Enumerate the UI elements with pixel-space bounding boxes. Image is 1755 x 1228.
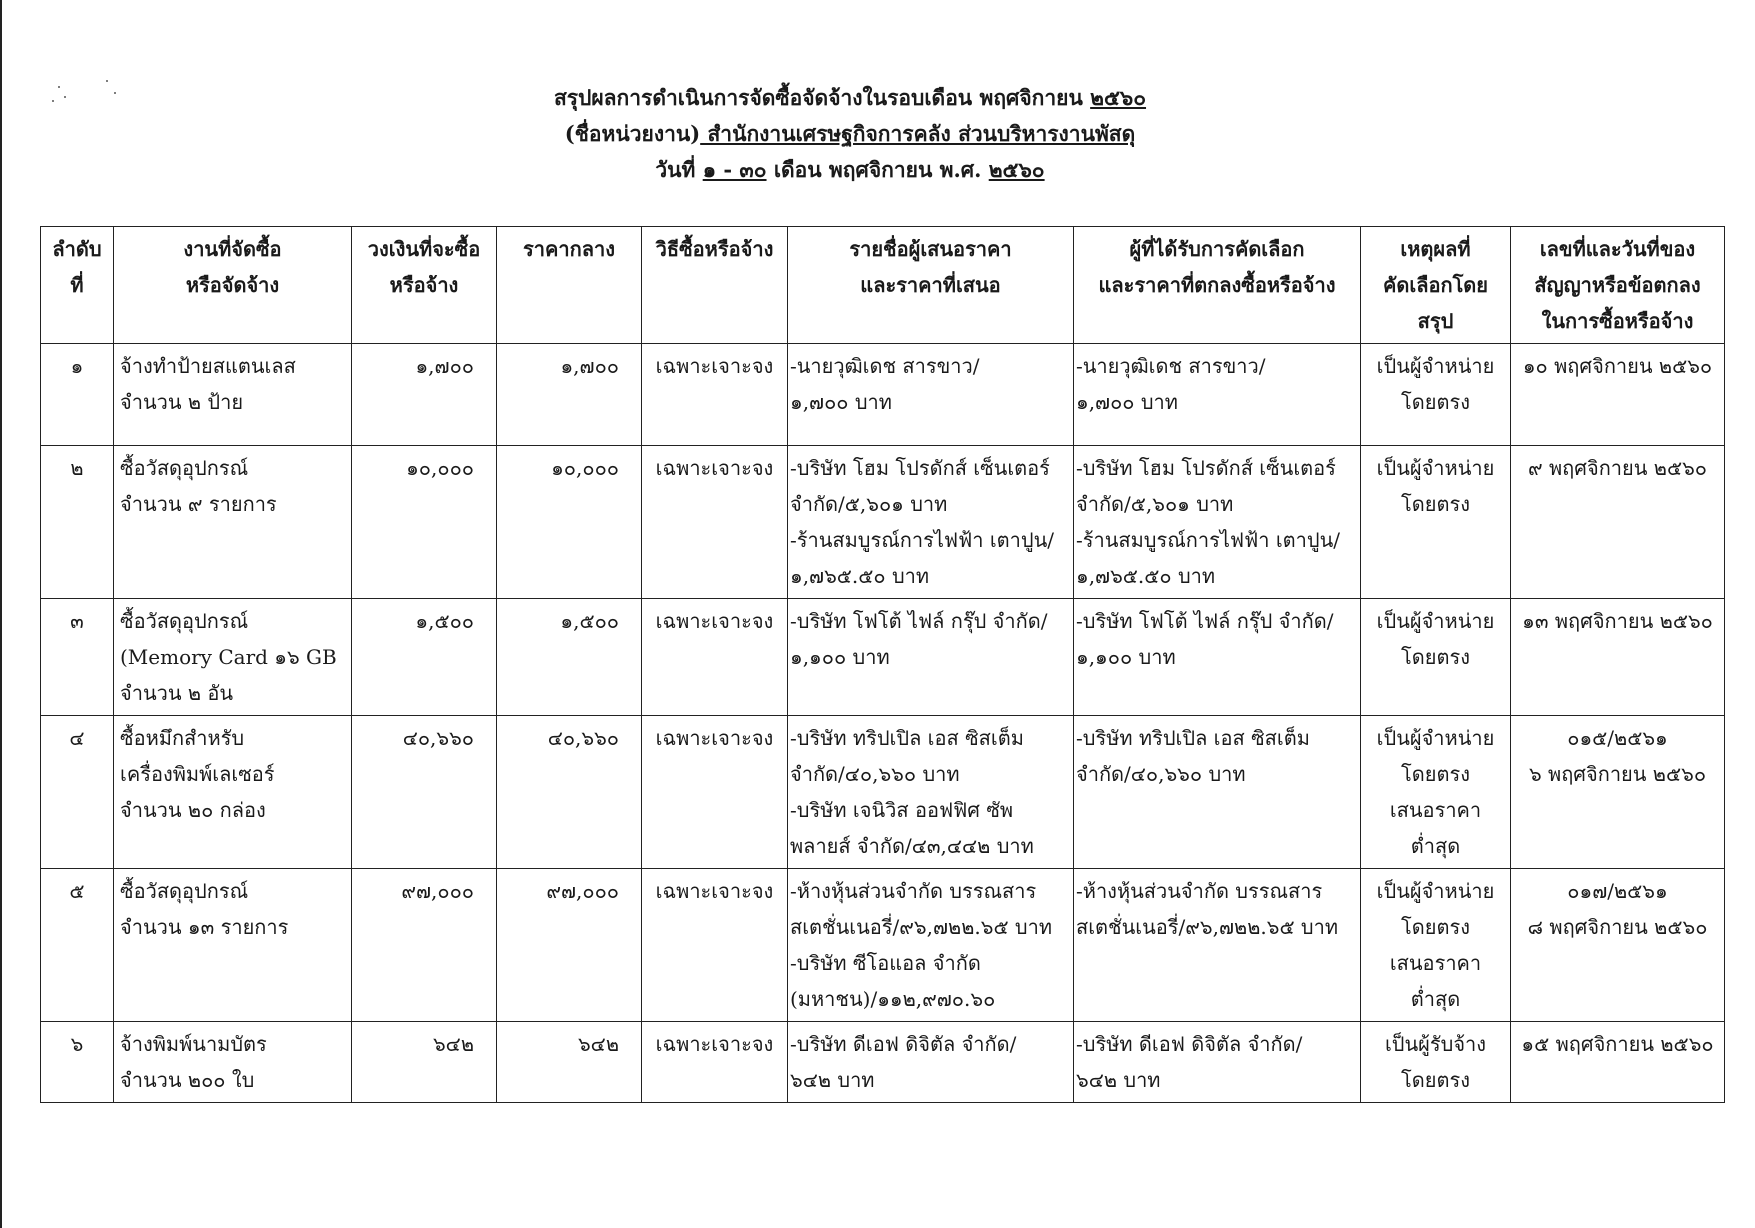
header-method	[642, 227, 788, 344]
cell-item	[114, 344, 352, 446]
header-median-price	[497, 227, 642, 344]
cell-no: ๔	[41, 716, 114, 869]
cell-winner-line: -นายวุฒิเดช สารขาว/	[1076, 354, 1266, 378]
cell-item	[114, 869, 352, 1022]
header-contract	[1511, 227, 1725, 344]
cell-item-line: (Memory Card ๑๖ GB	[120, 645, 337, 669]
cell-reason-line: เสนอราคา	[1389, 951, 1482, 975]
cell-bidders	[788, 599, 1074, 716]
header-winner	[1074, 227, 1361, 344]
header-item-line: งานที่จัดซื้อ	[183, 237, 282, 261]
cell-bidders-line: -บริษัท โฟโต้ ไฟล์ กรุ๊ป จำกัด/	[790, 609, 1048, 633]
title-line-3-days: ๑ - ๓๐	[702, 157, 767, 182]
header-budget	[352, 227, 497, 344]
procurement-table	[40, 226, 1725, 1103]
cell-item-line: จ้างทำป้ายสแตนเลส	[120, 354, 296, 378]
cell-bidders-line: ๑,๗๐๐ บาท	[790, 390, 892, 414]
cell-reason	[1361, 869, 1511, 1022]
cell-item-line: จำนวน ๒ อัน	[120, 681, 234, 705]
cell-reason-line: เป็นผู้จำหน่าย	[1376, 609, 1495, 633]
cell-budget: ๑๐,๐๐๐	[352, 446, 497, 599]
cell-median-price: ๑๐,๐๐๐	[497, 446, 642, 599]
cell-budget: ๔๐,๖๖๐	[352, 716, 497, 869]
cell-contract-line: ๐๑๗/๒๕๖๑	[1567, 879, 1668, 903]
cell-winner-line: จำกัด/๕,๖๐๑ บาท	[1076, 492, 1234, 516]
cell-median-price: ๑,๗๐๐	[497, 344, 642, 446]
cell-contract	[1511, 869, 1725, 1022]
cell-contract-line: ๑๐ พฤศจิกายน ๒๕๖๐	[1522, 354, 1713, 378]
header-no	[41, 227, 114, 344]
cell-reason-line: โดยตรง	[1401, 390, 1470, 414]
cell-reason-line: ต่ำสุด	[1410, 834, 1461, 858]
cell-contract-line: ๐๑๕/๒๕๖๑	[1567, 726, 1668, 750]
cell-bidders-line: -บริษัท เจนิวิส ออฟฟิศ ซัพ	[790, 798, 1014, 822]
cell-bidders-line: พลายส์ จำกัด/๔๓,๔๔๒ บาท	[790, 834, 1034, 858]
speck	[52, 100, 54, 102]
cell-method: เฉพาะเจาะจง	[642, 446, 788, 599]
header-budget-line: หรือจ้าง	[389, 273, 459, 297]
header-method-line: วิธีซื้อหรือจ้าง	[655, 237, 774, 261]
cell-no: ๖	[41, 1022, 114, 1103]
cell-winner-line: สเตชั่นเนอรี่/๙๖,๗๒๒.๖๕ บาท	[1076, 915, 1339, 939]
cell-bidders	[788, 446, 1074, 599]
header-no-line: ลำดับ	[52, 237, 102, 261]
cell-winner-line: ๖๔๒ บาท	[1076, 1068, 1161, 1092]
cell-bidders-line: -นายวุฒิเดช สารขาว/	[790, 354, 980, 378]
scan-edge	[0, 0, 2, 1228]
cell-winner-line: ๑,๗๖๕.๕๐ บาท	[1076, 564, 1216, 588]
cell-reason	[1361, 599, 1511, 716]
title-line-2-prefix: (ชื่อหน่วยงาน)	[564, 121, 701, 146]
cell-bidders-line: -บริษัท ซีโอแอล จำกัด	[790, 951, 981, 975]
cell-reason-line: เป็นผู้รับจ้าง	[1384, 1032, 1487, 1056]
cell-budget: ๑,๗๐๐	[352, 344, 497, 446]
cell-contract-line: ๘ พฤศจิกายน ๒๕๖๐	[1527, 915, 1708, 939]
cell-reason	[1361, 344, 1511, 446]
cell-item-line: จำนวน ๒ ป้าย	[120, 390, 244, 414]
cell-reason-line: ต่ำสุด	[1410, 987, 1461, 1011]
table-row	[41, 344, 1725, 446]
cell-bidders-line: จำกัด/๔๐,๖๖๐ บาท	[790, 762, 960, 786]
header-contract-line: เลขที่และวันที่ของ	[1539, 237, 1696, 261]
cell-no: ๑	[41, 344, 114, 446]
cell-winner-line: ๑,๑๐๐ บาท	[1076, 645, 1176, 669]
cell-contract	[1511, 1022, 1725, 1103]
cell-reason-line: เป็นผู้จำหน่าย	[1376, 456, 1495, 480]
cell-bidders-line: -ร้านสมบูรณ์การไฟฟ้า เตาปูน/	[790, 528, 1054, 552]
title-line-3	[400, 152, 1300, 188]
table-row	[41, 599, 1725, 716]
header-reason-line: เหตุผลที่	[1400, 237, 1471, 261]
cell-method: เฉพาะเจาะจง	[642, 1022, 788, 1103]
document-title	[400, 80, 1300, 188]
title-line-1-year: ๒๕๖๐	[1090, 85, 1147, 110]
cell-winner-line: -บริษัท โฮม โปรดักส์ เซ็นเตอร์	[1076, 456, 1336, 480]
cell-item-line: จำนวน ๑๓ รายการ	[120, 915, 289, 939]
title-line-1-text: สรุปผลการดำเนินการจัดซื้อจัดจ้างในรอบเดือน พฤศจิกายน	[553, 85, 1091, 110]
cell-bidders-line: ๖๔๒ บาท	[790, 1068, 875, 1092]
cell-method: เฉพาะเจาะจง	[642, 716, 788, 869]
title-line-2-agency: สำนักงานเศรษฐกิจการคลัง ส่วนบริหารงานพัสดุ	[700, 121, 1136, 146]
header-reason	[1361, 227, 1511, 344]
cell-reason-line: เป็นผู้จำหน่าย	[1376, 879, 1495, 903]
cell-contract-line: ๑๕ พฤศจิกายน ๒๕๖๐	[1521, 1032, 1714, 1056]
cell-reason-line: เป็นผู้จำหน่าย	[1376, 726, 1495, 750]
header-item-line: หรือจัดจ้าง	[185, 273, 280, 297]
cell-no: ๒	[41, 446, 114, 599]
cell-bidders-line: ๑,๗๖๕.๕๐ บาท	[790, 564, 930, 588]
speck	[114, 92, 116, 94]
cell-winner	[1074, 599, 1361, 716]
cell-reason-line: โดยตรง	[1401, 762, 1470, 786]
cell-item-line: จำนวน ๙ รายการ	[120, 492, 277, 516]
cell-winner	[1074, 716, 1361, 869]
cell-item	[114, 716, 352, 869]
table-header-row	[41, 227, 1725, 344]
header-contract-line: ในการซื้อหรือจ้าง	[1541, 309, 1694, 333]
header-median-price-line: ราคากลาง	[523, 237, 615, 261]
cell-reason-line: เสนอราคา	[1389, 798, 1482, 822]
title-line-3-mid: เดือน พฤศจิกายน พ.ศ.	[766, 157, 989, 182]
cell-winner-line: ๑,๗๐๐ บาท	[1076, 390, 1178, 414]
cell-method: เฉพาะเจาะจง	[642, 344, 788, 446]
header-reason-line: คัดเลือกโดย	[1382, 273, 1489, 297]
cell-bidders-line: -บริษัท ทริปเปิล เอส ซิสเต็ม	[790, 726, 1024, 750]
cell-median-price: ๙๗,๐๐๐	[497, 869, 642, 1022]
cell-item	[114, 446, 352, 599]
header-budget-line: วงเงินที่จะซื้อ	[367, 237, 481, 261]
cell-bidders-line: -บริษัท ดีเอฟ ดิจิตัล จำกัด/	[790, 1032, 1017, 1056]
header-bidders-line: และราคาที่เสนอ	[860, 273, 1001, 297]
cell-contract	[1511, 446, 1725, 599]
cell-method: เฉพาะเจาะจง	[642, 869, 788, 1022]
header-winner-line: และราคาที่ตกลงซื้อหรือจ้าง	[1098, 273, 1336, 297]
header-reason-line: สรุป	[1417, 309, 1454, 333]
speck	[64, 96, 66, 98]
cell-contract-line: ๖ พฤศจิกายน ๒๕๖๐	[1528, 762, 1707, 786]
cell-item	[114, 599, 352, 716]
cell-winner	[1074, 446, 1361, 599]
cell-item-line: จำนวน ๒๐๐ ใบ	[120, 1068, 255, 1092]
header-winner-line: ผู้ที่ได้รับการคัดเลือก	[1129, 237, 1305, 261]
speck	[58, 86, 60, 88]
cell-item-line: ซื้อวัสดุอุปกรณ์	[120, 879, 249, 903]
scan-specks	[50, 80, 130, 120]
cell-median-price: ๔๐,๖๖๐	[497, 716, 642, 869]
cell-bidders-line: สเตชั่นเนอรี่/๙๖,๗๒๒.๖๕ บาท	[790, 915, 1053, 939]
cell-item-line: ซื้อวัสดุอุปกรณ์	[120, 609, 249, 633]
cell-item	[114, 1022, 352, 1103]
cell-reason	[1361, 1022, 1511, 1103]
cell-item-line: จ้างพิมพ์นามบัตร	[120, 1032, 267, 1056]
cell-reason-line: โดยตรง	[1401, 915, 1470, 939]
cell-budget: ๑,๕๐๐	[352, 599, 497, 716]
title-line-3-year: ๒๕๖๐	[988, 157, 1045, 182]
cell-winner	[1074, 869, 1361, 1022]
speck	[106, 80, 108, 82]
cell-winner-line: จำกัด/๔๐,๖๖๐ บาท	[1076, 762, 1246, 786]
table-row	[41, 869, 1725, 1022]
cell-bidders-line: -บริษัท โฮม โปรดักส์ เซ็นเตอร์	[790, 456, 1050, 480]
cell-contract	[1511, 344, 1725, 446]
cell-reason-line: เป็นผู้จำหน่าย	[1376, 354, 1495, 378]
cell-winner	[1074, 1022, 1361, 1103]
header-bidders-line: รายชื่อผู้เสนอราคา	[849, 237, 1012, 261]
cell-budget: ๖๔๒	[352, 1022, 497, 1103]
cell-bidders	[788, 716, 1074, 869]
cell-winner	[1074, 344, 1361, 446]
table-row	[41, 446, 1725, 599]
title-line-1	[400, 80, 1300, 116]
cell-no: ๓	[41, 599, 114, 716]
cell-contract-line: ๑๓ พฤศจิกายน ๒๕๖๐	[1522, 609, 1713, 633]
cell-bidders-line: (มหาชน)/๑๑๒,๙๗๐.๖๐	[790, 987, 996, 1011]
cell-winner-line: -ร้านสมบูรณ์การไฟฟ้า เตาปูน/	[1076, 528, 1340, 552]
cell-winner-line: -ห้างหุ้นส่วนจำกัด บรรณสาร	[1076, 879, 1323, 903]
cell-item-line: ซื้อวัสดุอุปกรณ์	[120, 456, 249, 480]
cell-median-price: ๑,๕๐๐	[497, 599, 642, 716]
cell-budget: ๙๗,๐๐๐	[352, 869, 497, 1022]
cell-reason-line: โดยตรง	[1401, 492, 1470, 516]
cell-reason-line: โดยตรง	[1401, 1068, 1470, 1092]
cell-reason	[1361, 446, 1511, 599]
cell-bidders-line: ๑,๑๐๐ บาท	[790, 645, 890, 669]
header-bidders	[788, 227, 1074, 344]
cell-bidders	[788, 344, 1074, 446]
cell-item-line: เครื่องพิมพ์เลเซอร์	[120, 762, 275, 786]
header-item	[114, 227, 352, 344]
table-row	[41, 1022, 1725, 1103]
title-line-2	[400, 116, 1300, 152]
cell-bidders-line: -ห้างหุ้นส่วนจำกัด บรรณสาร	[790, 879, 1037, 903]
header-contract-line: สัญญาหรือข้อตกลง	[1534, 273, 1701, 297]
cell-winner-line: -บริษัท ดีเอฟ ดิจิตัล จำกัด/	[1076, 1032, 1303, 1056]
cell-bidders	[788, 869, 1074, 1022]
cell-winner-line: -บริษัท โฟโต้ ไฟล์ กรุ๊ป จำกัด/	[1076, 609, 1334, 633]
cell-contract-line: ๙ พฤศจิกายน ๒๕๖๐	[1527, 456, 1708, 480]
cell-contract	[1511, 599, 1725, 716]
header-no-line: ที่	[70, 273, 84, 297]
cell-no: ๕	[41, 869, 114, 1022]
table-body	[41, 344, 1725, 1103]
cell-reason	[1361, 716, 1511, 869]
cell-item-line: ซื้อหมึกสำหรับ	[120, 726, 245, 750]
cell-method: เฉพาะเจาะจง	[642, 599, 788, 716]
table-row	[41, 716, 1725, 869]
cell-bidders	[788, 1022, 1074, 1103]
cell-reason-line: โดยตรง	[1401, 645, 1470, 669]
cell-item-line: จำนวน ๒๐ กล่อง	[120, 798, 266, 822]
title-line-3-prefix: วันที่	[655, 157, 703, 182]
cell-winner-line: -บริษัท ทริปเปิล เอส ซิสเต็ม	[1076, 726, 1310, 750]
cell-median-price: ๖๔๒	[497, 1022, 642, 1103]
cell-bidders-line: จำกัด/๕,๖๐๑ บาท	[790, 492, 948, 516]
cell-contract	[1511, 716, 1725, 869]
